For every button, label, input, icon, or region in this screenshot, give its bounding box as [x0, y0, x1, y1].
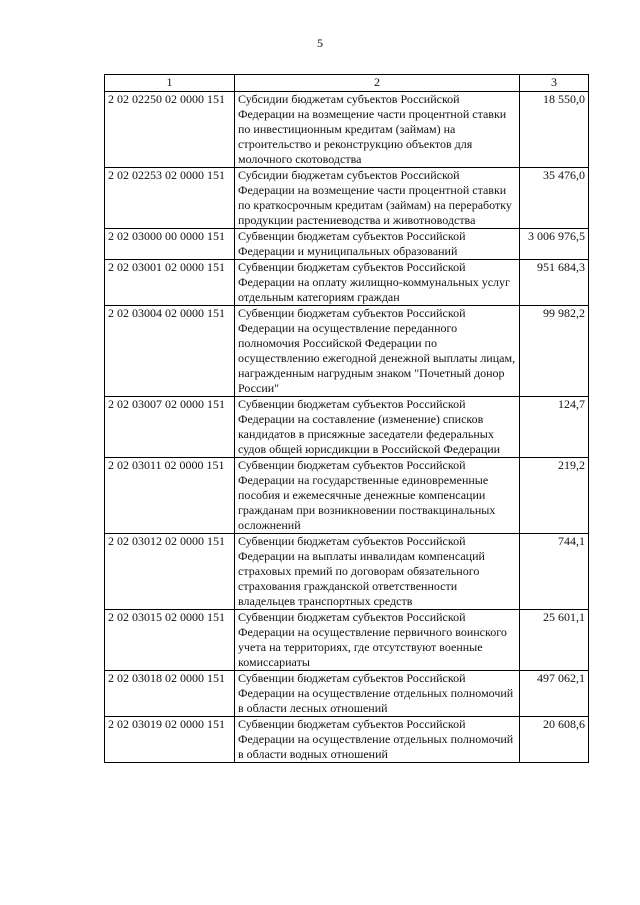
table-row [105, 397, 589, 458]
budget-code: 2 02 03015 02 0000 151 [105, 610, 235, 671]
column-header-description: 2 [235, 75, 520, 92]
budget-code: 2 02 02250 02 0000 151 [105, 92, 235, 168]
table-header-row [105, 75, 589, 92]
budget-amount: 497 062,1 [520, 671, 589, 717]
budget-description: Субвенции бюджетам субъектов Российской Федерации на составление (изменение) списков кандидатов в присяжные заседатели федеральных судов общей юрисдикции в Российской Федерации [235, 397, 520, 458]
budget-amount: 951 684,3 [520, 260, 589, 306]
column-header-amount: 3 [520, 75, 589, 92]
budget-code: 2 02 03019 02 0000 151 [105, 717, 235, 763]
budget-amount: 18 550,0 [520, 92, 589, 168]
budget-amount: 35 476,0 [520, 168, 589, 229]
budget-amount: 20 608,6 [520, 717, 589, 763]
budget-amount: 3 006 976,5 [520, 229, 589, 260]
table-row [105, 168, 589, 229]
table-row [105, 717, 589, 763]
budget-code: 2 02 03000 00 0000 151 [105, 229, 235, 260]
table-row [105, 260, 589, 306]
budget-description: Субвенции бюджетам субъектов Российской Федерации на осуществление отдельных полномочий в области водных отношений [235, 717, 520, 763]
budget-description: Субвенции бюджетам субъектов Российской Федерации на осуществление переданного полномочия Российской Федерации по осуществлению ежегодной денежной выплаты лицам, награжденным нагрудным знаком "Почетный донор России" [235, 306, 520, 397]
budget-amount: 99 982,2 [520, 306, 589, 397]
budget-code: 2 02 03004 02 0000 151 [105, 306, 235, 397]
budget-code: 2 02 03001 02 0000 151 [105, 260, 235, 306]
budget-amount: 219,2 [520, 458, 589, 534]
budget-description: Субсидии бюджетам субъектов Российской Федерации на возмещение части процентной ставки по инвестиционным кредитам (займам) на строительство и реконструкцию объектов для молочного скотоводства [235, 92, 520, 168]
budget-description: Субсидии бюджетам субъектов Российской Федерации на возмещение части процентной ставки по краткосрочным кредитам (займам) на переработку продукции растениеводства и животноводства [235, 168, 520, 229]
budget-description: Субвенции бюджетам субъектов Российской Федерации на оплату жилищно-коммунальных услуг отдельным категориям граждан [235, 260, 520, 306]
table-row [105, 229, 589, 260]
table-row [105, 610, 589, 671]
budget-code: 2 02 03011 02 0000 151 [105, 458, 235, 534]
budget-code: 2 02 03007 02 0000 151 [105, 397, 235, 458]
budget-description: Субвенции бюджетам субъектов Российской Федерации на осуществление первичного воинского учета на территориях, где отсутствуют военные комиссариаты [235, 610, 520, 671]
budget-code: 2 02 03012 02 0000 151 [105, 534, 235, 610]
budget-description: Субвенции бюджетам субъектов Российской Федерации на государственные единовременные пособия и ежемесячные денежные компенсации гражданам при возникновении поствакцинальных осложнений [235, 458, 520, 534]
table-row [105, 534, 589, 610]
budget-amount: 124,7 [520, 397, 589, 458]
table-row [105, 671, 589, 717]
budget-table [104, 74, 589, 763]
budget-description: Субвенции бюджетам субъектов Российской Федерации на осуществление отдельных полномочий в области лесных отношений [235, 671, 520, 717]
table-row [105, 458, 589, 534]
table-row [105, 306, 589, 397]
budget-code: 2 02 03018 02 0000 151 [105, 671, 235, 717]
budget-description: Субвенции бюджетам субъектов Российской Федерации на выплаты инвалидам компенсаций страховых премий по договорам обязательного страхования гражданской ответственности владельцев транспортных средств [235, 534, 520, 610]
budget-code: 2 02 02253 02 0000 151 [105, 168, 235, 229]
budget-description: Субвенции бюджетам субъектов Российской Федерации и муниципальных образований [235, 229, 520, 260]
page-number: 5 [317, 36, 323, 50]
budget-amount: 744,1 [520, 534, 589, 610]
budget-amount: 25 601,1 [520, 610, 589, 671]
table-row [105, 92, 589, 168]
column-header-code: 1 [105, 75, 235, 92]
